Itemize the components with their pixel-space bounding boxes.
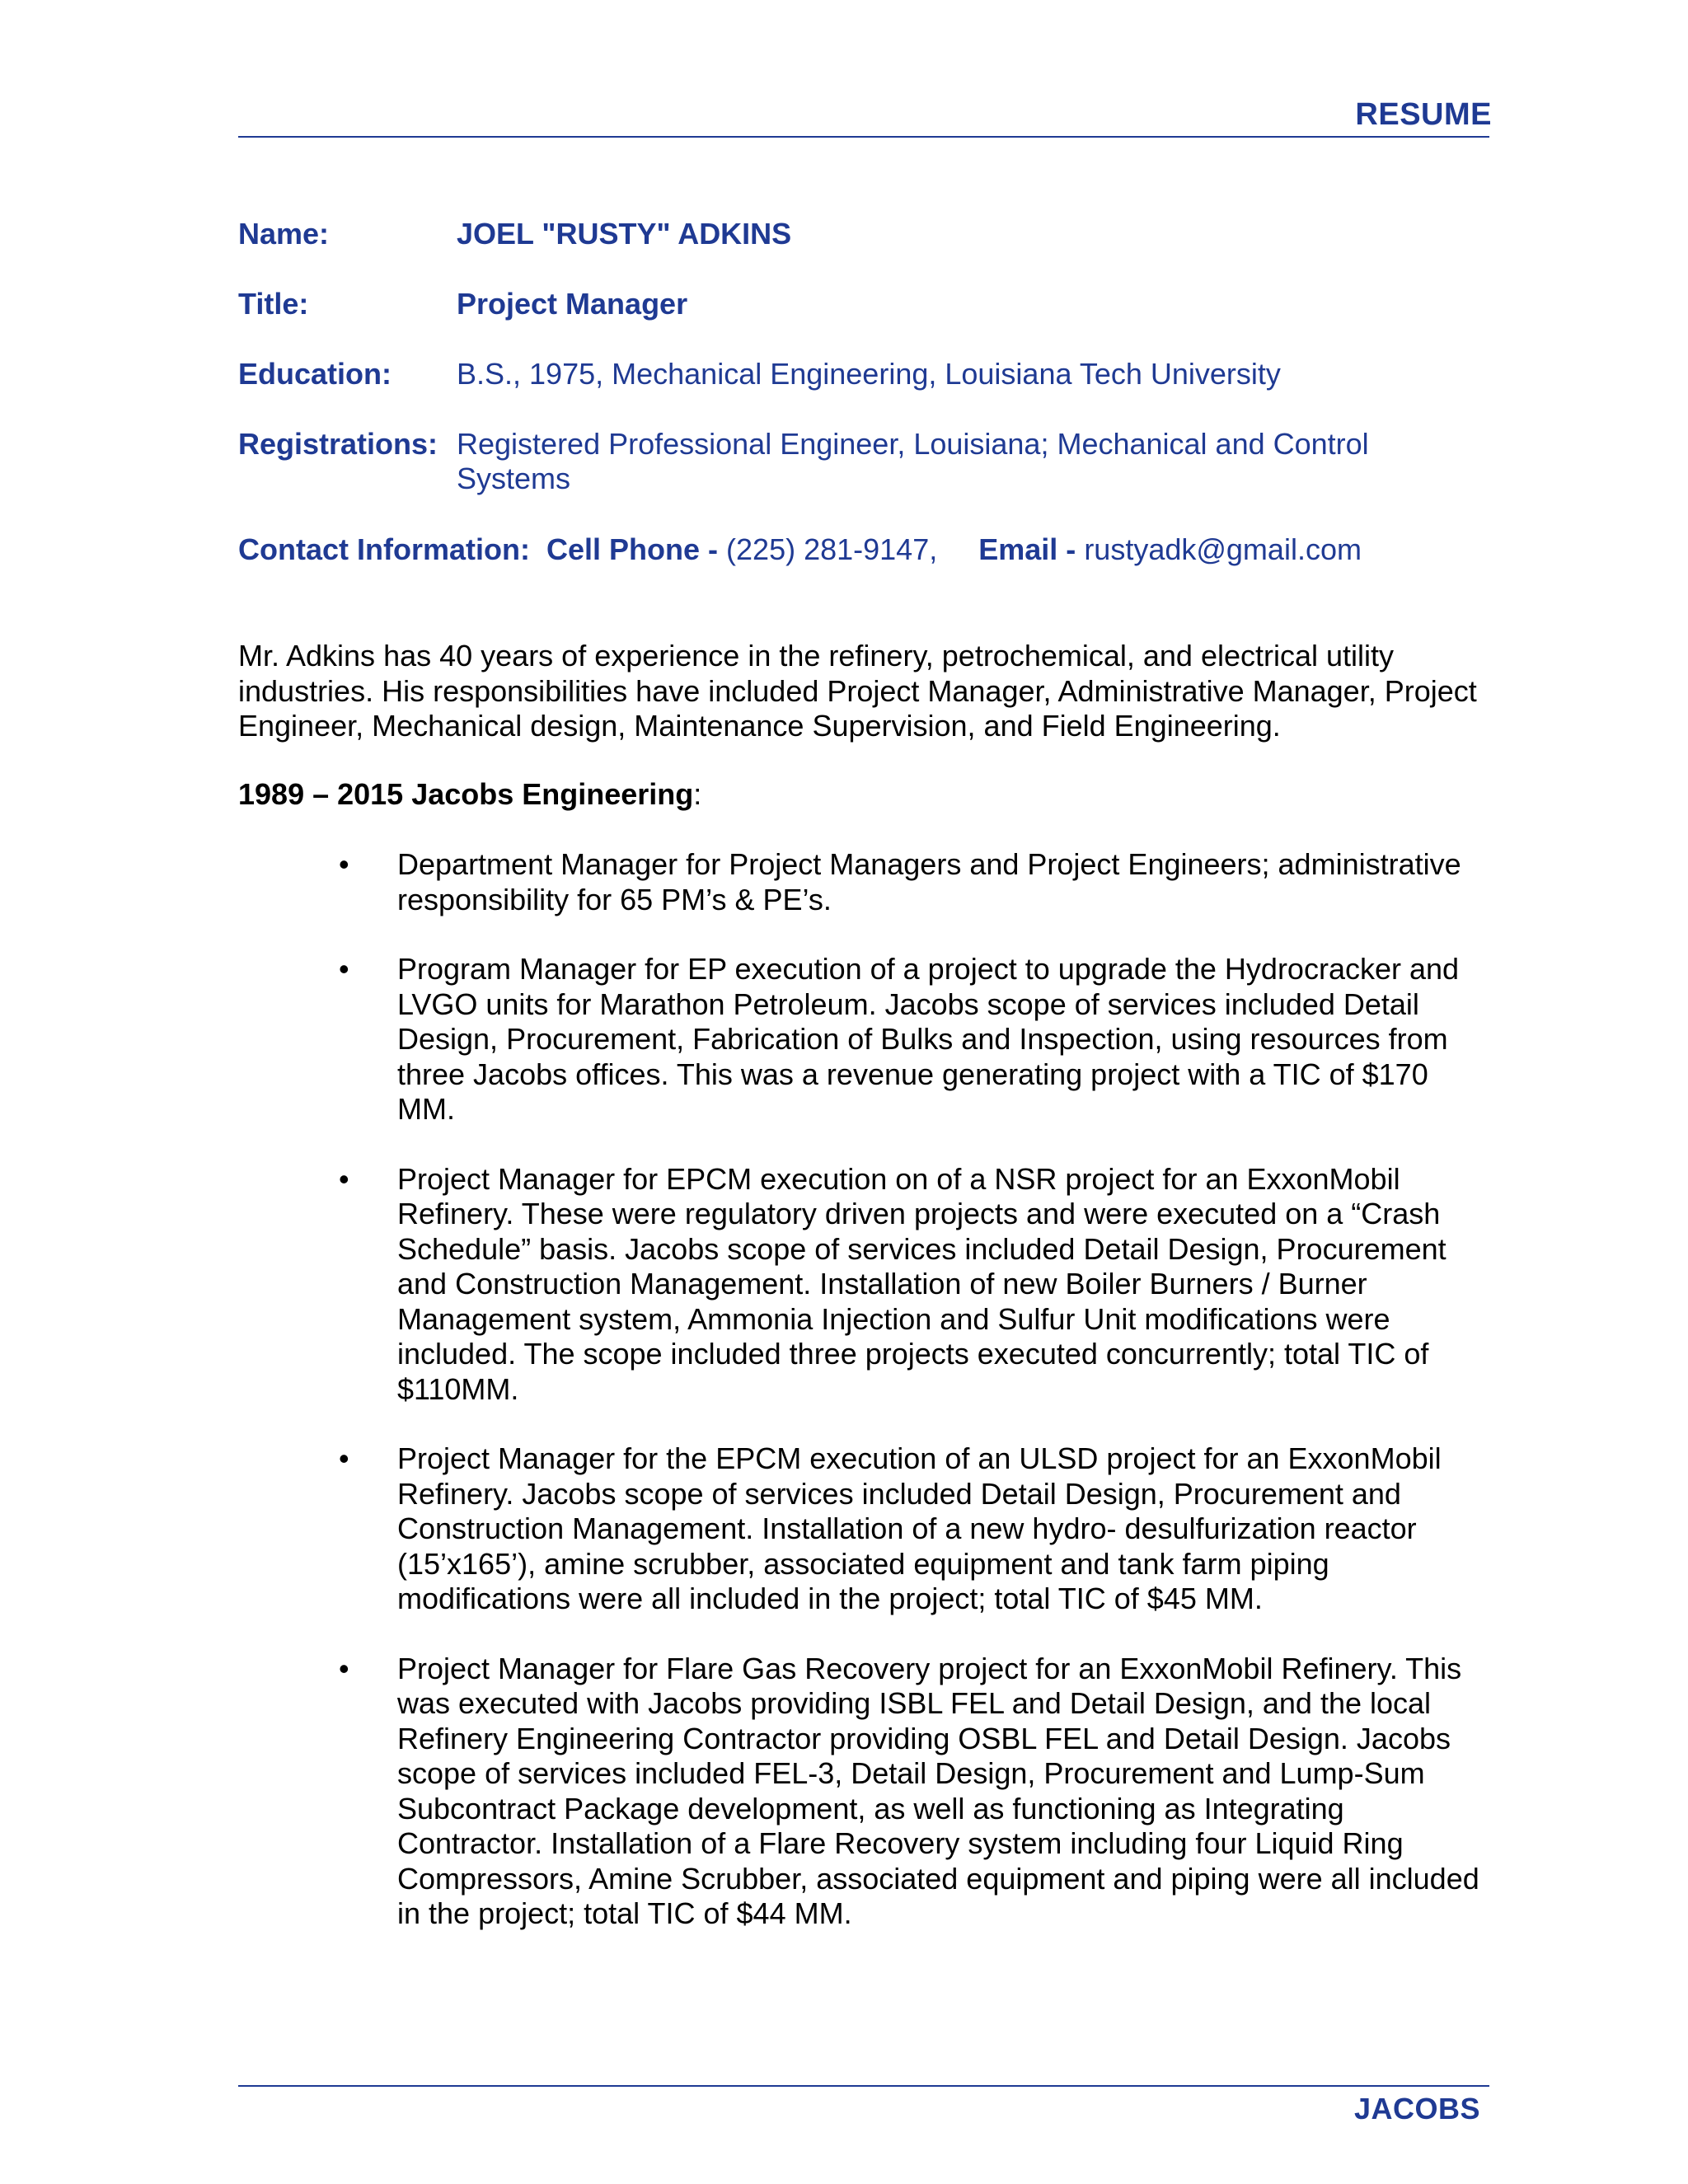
name-value: JOEL "RUSTY" ADKINS	[457, 217, 792, 251]
email-label: Email -	[978, 532, 1076, 566]
list-item	[238, 847, 1493, 917]
education-label: Education:	[238, 357, 392, 391]
bullet-icon: •	[339, 847, 349, 881]
bullet-icon: •	[339, 1161, 349, 1196]
bullet-icon: •	[339, 1441, 349, 1475]
list-item	[238, 1162, 1493, 1408]
bullet-icon: •	[339, 952, 349, 986]
jacobs-footer-logo: JACOBS	[1353, 2092, 1480, 2125]
bullet-icon: •	[339, 1651, 349, 1685]
list-item	[238, 1652, 1493, 1932]
list-item	[238, 952, 1493, 1127]
phone-value: (225) 281-9147,	[726, 532, 938, 566]
list-item	[238, 1441, 1493, 1617]
resume-header-title: RESUME	[1355, 97, 1492, 132]
bullet-text: Department Manager for Project Managers and Project Engineers; administrative responsibility for 65 PM’s & PE’s.	[397, 847, 1461, 916]
employment-heading-suffix: :	[693, 777, 702, 811]
footer-divider	[238, 2085, 1489, 2087]
experience-summary: Mr. Adkins has 40 years of experience in the refinery, petrochemical, and electrical utility industries. His responsibilities have included Project Manager, Administrative Manager, Project Engineer, Mechanical design, Maintenance Supervision, and Field Engineering.	[238, 639, 1477, 743]
registrations-label: Registrations:	[238, 427, 438, 461]
bullet-text: Project Manager for the EPCM execution of an ULSD project for an ExxonMobil Refinery. Jacobs scope of services included Detail Design, Procurement and Construction Management. Installation of a new hydro- desulfurization reactor (15’x165’), amine scrubber, associated equipment and tank farm piping modifications were all included in the project; total TIC of $45 MM.	[397, 1441, 1442, 1615]
bullet-text: Project Manager for EPCM execution on of a NSR project for an ExxonMobil Refinery. These were regulatory driven projects and were executed on a “Crash Schedule” basis. Jacobs scope of services included Detail Design, Procurement and Construction Management. Installation of new Boiler Burners / Burner Management system, Ammonia Injection and Sulfur Unit modifications were included. The scope included three projects executed concurrently; total TIC of $110MM.	[397, 1161, 1447, 1406]
bullet-text: Project Manager for Flare Gas Recovery project for an ExxonMobil Refinery. This was executed with Jacobs providing ISBL FEL and Detail Design, and the local Refinery Engineering Contractor providing OSBL FEL and Detail Design. Jacobs scope of services included FEL-3, Detail Design, Procurement and Lump-Sum Subcontract Package development, as well as functioning as Integrating Contractor. Installation of a Flare Recovery system including four Liquid Ring Compressors, Amine Scrubber, associated equipment and piping were all included in the project; total TIC of $44 MM.	[397, 1651, 1479, 1930]
email-value: rustyadk@gmail.com	[1084, 532, 1362, 566]
employment-heading	[238, 777, 701, 812]
contact-label: Contact Information:	[238, 532, 530, 566]
bullet-text: Program Manager for EP execution of a project to upgrade the Hydrocracker and LVGO units for Marathon Petroleum. Jacobs scope of services included Detail Design, Procurement, Fabrication of Bulks and Inspection, using resources from three Jacobs offices. This was a revenue generating project with a TIC of $170 MM.	[397, 952, 1460, 1126]
title-label: Title:	[238, 287, 309, 321]
header-divider	[238, 136, 1489, 138]
employment-heading-text: 1989 – 2015 Jacobs Engineering	[238, 777, 694, 811]
experience-bullet-list	[238, 847, 1507, 1966]
registrations-value: Registered Professional Engineer, Louisiana; Mechanical and Control Systems	[457, 427, 1369, 495]
education-value: B.S., 1975, Mechanical Engineering, Louisiana Tech University	[457, 357, 1281, 391]
title-value: Project Manager	[457, 287, 688, 321]
name-label: Name:	[238, 217, 330, 251]
contact-information	[238, 532, 1362, 567]
phone-label: Cell Phone -	[546, 532, 719, 566]
